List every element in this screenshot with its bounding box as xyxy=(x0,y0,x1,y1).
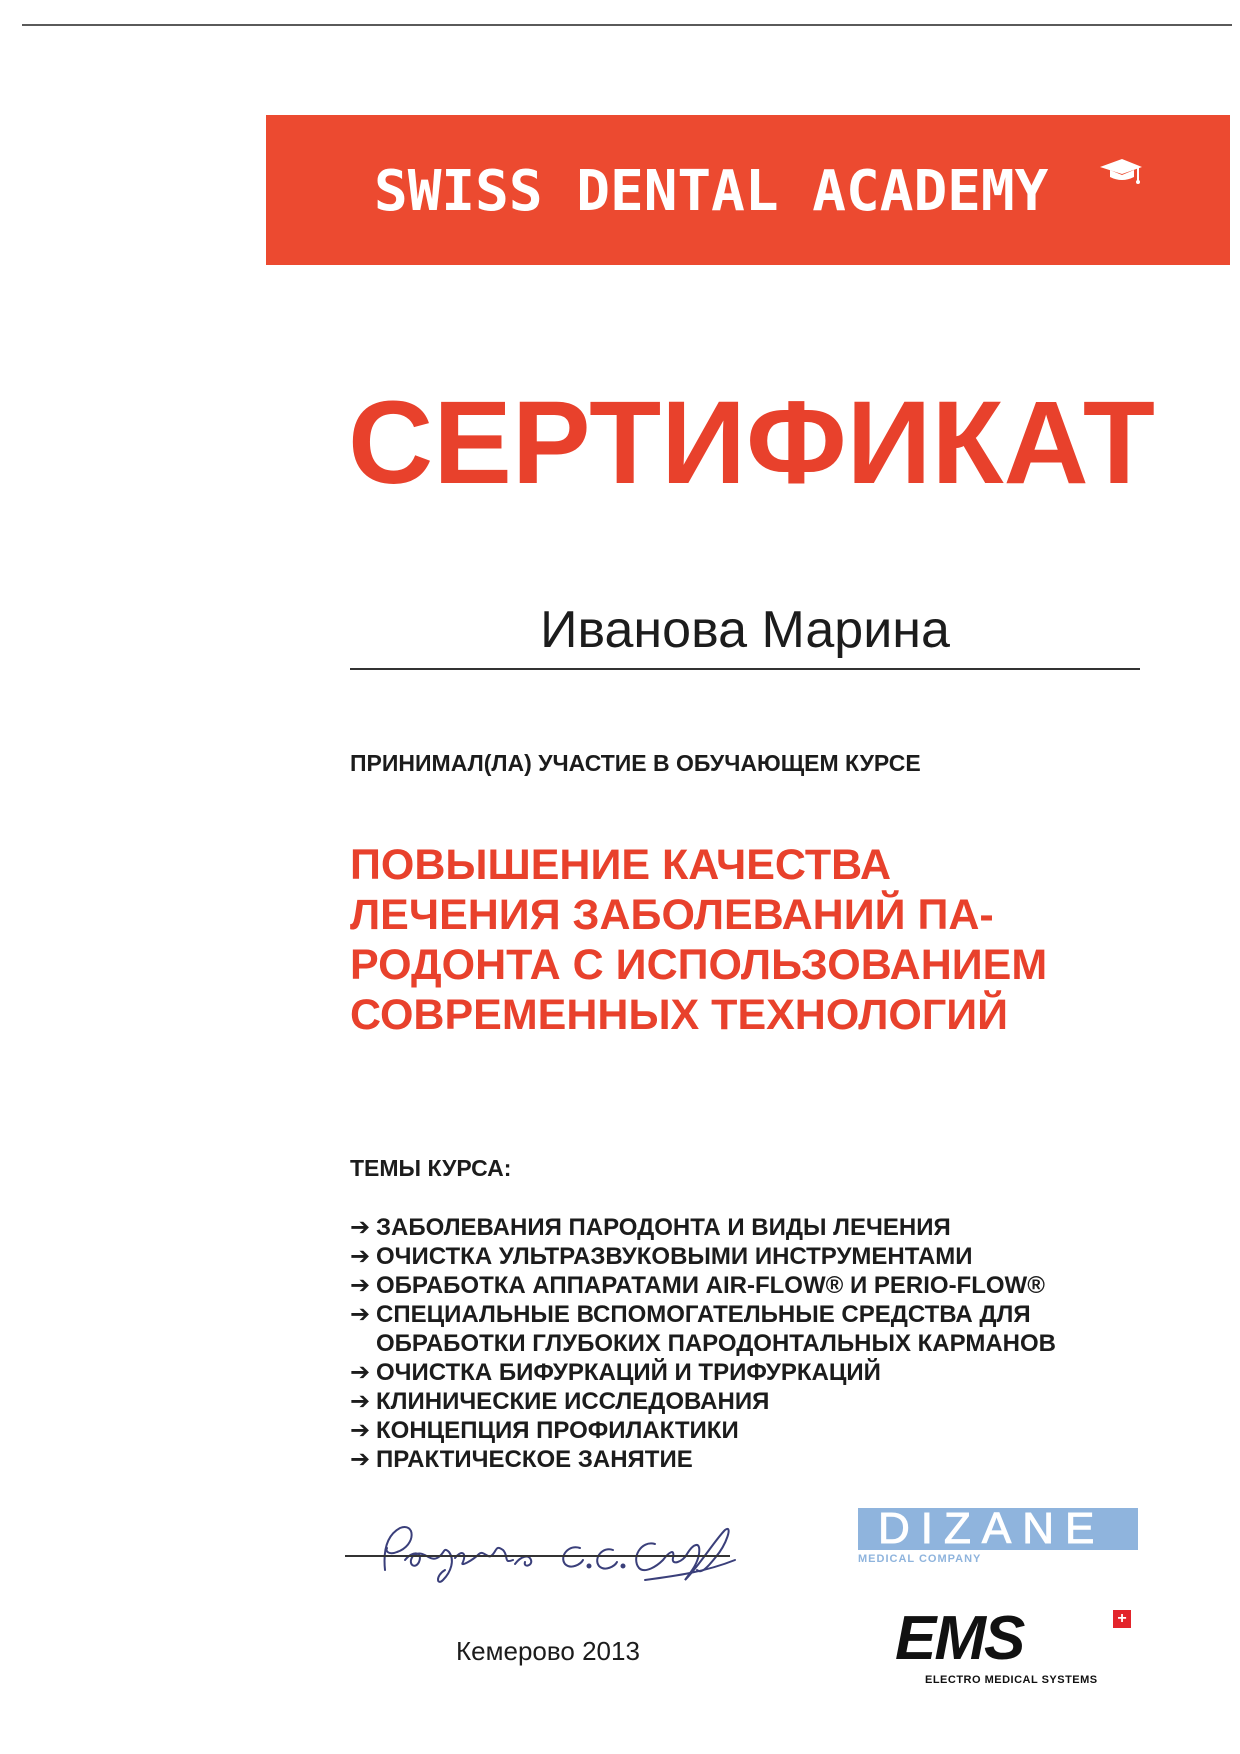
course-title-line: СОВРЕМЕННЫХ ТЕХНОЛОГИЙ xyxy=(350,991,1009,1039)
recipient-name: Иванова Марина xyxy=(540,601,950,659)
name-underline xyxy=(350,668,1140,670)
dizane-logo-box xyxy=(858,1504,1138,1553)
list-item: ➔ КЛИНИЧЕСКИЕ ИССЛЕДОВАНИЯ xyxy=(350,1388,770,1415)
ems-subtitle: ELECTRO MEDICAL SYSTEMS xyxy=(925,1674,1098,1686)
participation-text: ПРИНИМАЛ(ЛА) УЧАСТИЕ В ОБУЧАЮЩЕМ КУРСЕ xyxy=(350,750,921,776)
arrow-icon: ➔ xyxy=(350,1243,371,1270)
top-rule xyxy=(22,24,1232,26)
arrow-icon: ➔ xyxy=(350,1388,371,1415)
ems-logo-text: EMS xyxy=(895,1604,1024,1673)
list-item: ➔ ЗАБОЛЕВАНИЯ ПАРОДОНТА И ВИДЫ ЛЕЧЕНИЯ xyxy=(350,1214,951,1241)
course-title-line: ЛЕЧЕНИЯ ЗАБОЛЕВАНИЙ ПА- xyxy=(350,891,994,939)
list-item: ➔ КОНЦЕПЦИЯ ПРОФИЛАКТИКИ xyxy=(350,1417,739,1444)
arrow-icon: ➔ xyxy=(350,1272,371,1299)
city-year: Кемерово 2013 xyxy=(456,1636,640,1666)
list-item: ➔ ПРАКТИЧЕСКОЕ ЗАНЯТИЕ xyxy=(350,1446,693,1473)
course-title xyxy=(350,840,1047,1040)
list-item: ➔ СПЕЦИАЛЬНЫЕ ВСПОМОГАТЕЛЬНЫЕ СРЕДСТВА ДЛЯ xyxy=(350,1301,1031,1328)
course-title-line: РОДОНТА С ИСПОЛЬЗОВАНИЕМ xyxy=(350,941,1048,989)
dizane-logo-text: DIZANE xyxy=(878,1504,1106,1553)
ems-logo xyxy=(895,1604,1135,1703)
arrow-icon: ➔ xyxy=(350,1214,371,1241)
topics-list xyxy=(350,1213,1056,1474)
arrow-icon: ➔ xyxy=(350,1359,371,1386)
certificate-title: СЕРТИФИКАТ xyxy=(348,377,1155,509)
list-item: ➔ ОЧИСТКА УЛЬТРАЗВУКОВЫМИ ИНСТРУМЕНТАМИ xyxy=(350,1243,973,1270)
dizane-logo xyxy=(858,1504,1138,1568)
signature-line xyxy=(345,1555,730,1557)
arrow-icon: ➔ xyxy=(350,1446,371,1473)
topics-heading: ТЕМЫ КУРСА: xyxy=(350,1155,512,1181)
graduation-cap-icon xyxy=(1098,155,1144,191)
dizane-subtitle: MEDICAL COMPANY xyxy=(858,1553,982,1565)
arrow-icon: ➔ xyxy=(350,1301,371,1328)
swiss-cross-icon: + xyxy=(1113,1610,1131,1628)
list-item-continuation: ОБРАБОТКИ ГЛУБОКИХ ПАРОДОНТАЛЬНЫХ КАРМАНОВ xyxy=(376,1330,1056,1357)
list-item: ➔ ОЧИСТКА БИФУРКАЦИЙ И ТРИФУРКАЦИЙ xyxy=(350,1359,881,1386)
academy-name: SWISS DENTAL ACADEMY xyxy=(374,159,1049,224)
arrow-icon: ➔ xyxy=(350,1417,371,1444)
course-title-line: ПОВЫШЕНИЕ КАЧЕСТВА xyxy=(350,841,892,889)
academy-banner xyxy=(266,115,1230,265)
list-item: ➔ ОБРАБОТКА АППАРАТАМИ AIR-FLOW® И PERIO-FLOW® xyxy=(350,1272,1045,1299)
